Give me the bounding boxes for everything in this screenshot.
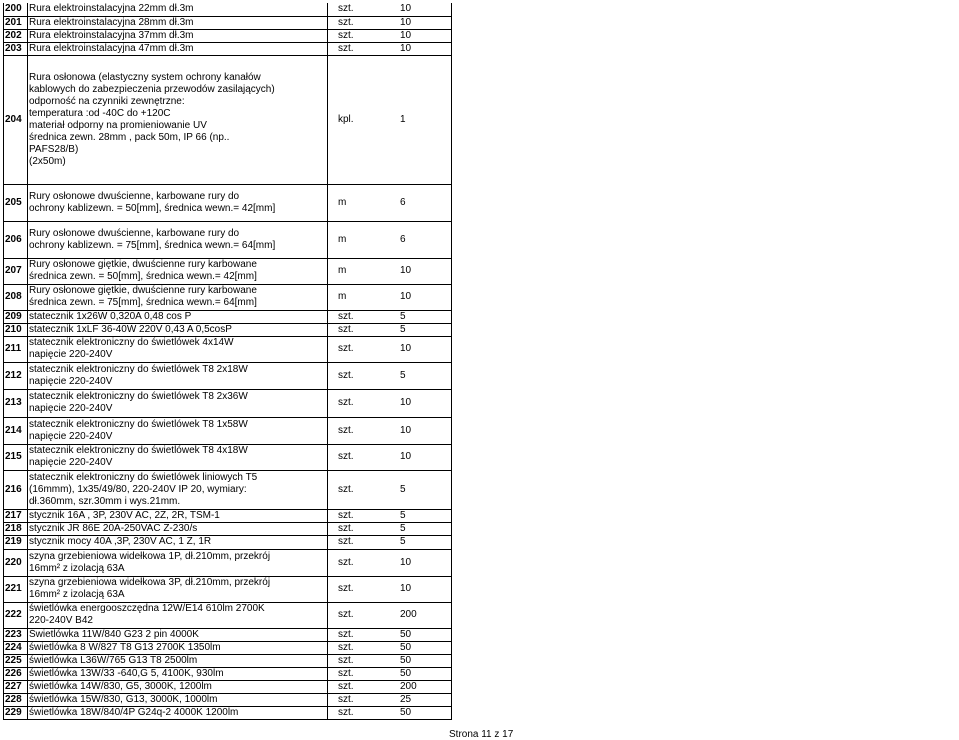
row-number: 204	[4, 55, 28, 184]
row-unit: szt.	[328, 706, 400, 719]
row-description: statecznik elektroniczny do świetlówek 4x14W napięcie 220-240V	[28, 336, 328, 362]
row-description: stycznik JR 86E 20A-250VAC Z-230/s	[28, 522, 328, 535]
row-quantity: 10	[399, 16, 452, 29]
row-unit: m	[328, 258, 400, 284]
row-unit: szt.	[328, 362, 400, 389]
row-description: świetlówka energooszczędna 12W/E14 610lm 2700K 220-240V B42	[28, 602, 328, 628]
specification-table	[3, 3, 452, 720]
row-unit: szt.	[328, 389, 400, 417]
row-quantity: 5	[399, 522, 452, 535]
table-row	[4, 29, 452, 42]
table-row	[4, 55, 452, 184]
table-row	[4, 654, 452, 667]
row-number: 220	[4, 549, 28, 576]
row-quantity: 50	[399, 641, 452, 654]
row-unit: szt.	[328, 336, 400, 362]
table-row	[4, 576, 452, 602]
table-row	[4, 323, 452, 336]
row-number: 209	[4, 310, 28, 323]
row-description: Rura osłonowa (elastyczny system ochrony kanałów kablowych do zabezpieczenia przewodów zasilających) odporność na czynniki zewnętrzne: temperatura :od -40C do +120C materiał odporny na promieniowanie UV średnica zewn. 28mm , pack 50m, IP 66 (np.. PAFS28/B) (2x50m)	[28, 55, 328, 184]
row-description: statecznik elektroniczny do świetlówek T8 2x18W napięcie 220-240V	[28, 362, 328, 389]
row-number: 202	[4, 29, 28, 42]
row-unit: szt.	[328, 522, 400, 535]
table-row	[4, 680, 452, 693]
row-number: 203	[4, 42, 28, 55]
row-unit: szt.	[328, 628, 400, 641]
row-quantity: 5	[399, 509, 452, 522]
row-number: 213	[4, 389, 28, 417]
table-row	[4, 628, 452, 641]
row-unit: szt.	[328, 641, 400, 654]
row-unit: szt.	[328, 417, 400, 444]
row-unit: szt.	[328, 693, 400, 706]
table-row	[4, 16, 452, 29]
row-description: szyna grzebieniowa widełkowa 3P, dł.210mm, przekrój 16mm² z izolacją 63A	[28, 576, 328, 602]
row-quantity: 6	[399, 221, 452, 258]
row-description: Rury osłonowe giętkie, dwuścienne rury karbowane średnica zewn. = 50[mm], średnica wewn.= 42[mm]	[28, 258, 328, 284]
row-description: statecznik 1x26W 0,320A 0,48 cos P	[28, 310, 328, 323]
row-description: statecznik 1xLF 36-40W 220V 0,43 A 0,5cosP	[28, 323, 328, 336]
row-quantity: 5	[399, 470, 452, 509]
row-quantity: 50	[399, 628, 452, 641]
row-number: 228	[4, 693, 28, 706]
row-number: 211	[4, 336, 28, 362]
row-description: świetlówka 15W/830, G13, 3000K, 1000lm	[28, 693, 328, 706]
row-description: świetlówka 14W/830, G5, 3000K, 1200lm	[28, 680, 328, 693]
row-unit: szt.	[328, 444, 400, 470]
row-unit: szt.	[328, 16, 400, 29]
row-number: 229	[4, 706, 28, 719]
row-quantity: 10	[399, 389, 452, 417]
row-unit: szt.	[328, 42, 400, 55]
row-number: 223	[4, 628, 28, 641]
row-quantity: 10	[399, 284, 452, 310]
row-description: szyna grzebieniowa widełkowa 1P, dł.210mm, przekrój 16mm² z izolacją 63A	[28, 549, 328, 576]
row-unit: m	[328, 284, 400, 310]
row-number: 200	[4, 3, 28, 16]
row-number: 216	[4, 470, 28, 509]
row-unit: szt.	[328, 29, 400, 42]
row-number: 201	[4, 16, 28, 29]
row-unit: m	[328, 184, 400, 221]
row-number: 226	[4, 667, 28, 680]
row-description: Świetlówka 11W/840 G23 2 pin 4000K	[28, 628, 328, 641]
row-unit: szt.	[328, 576, 400, 602]
table-row	[4, 509, 452, 522]
table-row	[4, 706, 452, 719]
row-description: Rura elektroinstalacyjna 37mm dł.3m	[28, 29, 328, 42]
row-unit: szt.	[328, 509, 400, 522]
table-row	[4, 221, 452, 258]
row-quantity: 10	[399, 549, 452, 576]
table-row	[4, 417, 452, 444]
row-description: Rura elektroinstalacyjna 47mm dł.3m	[28, 42, 328, 55]
row-number: 214	[4, 417, 28, 444]
row-description: statecznik elektroniczny do świetlówek T8 4x18W napięcie 220-240V	[28, 444, 328, 470]
table-row	[4, 284, 452, 310]
table-row	[4, 470, 452, 509]
row-unit: szt.	[328, 680, 400, 693]
row-unit: kpl.	[328, 55, 400, 184]
row-description: świetlówka L36W/765 G13 T8 2500lm	[28, 654, 328, 667]
table-row	[4, 522, 452, 535]
row-quantity: 50	[399, 654, 452, 667]
row-number: 205	[4, 184, 28, 221]
row-unit: szt.	[328, 667, 400, 680]
row-quantity: 200	[399, 680, 452, 693]
table-row	[4, 602, 452, 628]
row-quantity: 10	[399, 29, 452, 42]
row-description: stycznik mocy 40A ,3P, 230V AC, 1 Z, 1R	[28, 535, 328, 549]
row-number: 215	[4, 444, 28, 470]
row-unit: m	[328, 221, 400, 258]
row-description: świetlówka 8 W/827 T8 G13 2700K 1350lm	[28, 641, 328, 654]
row-number: 219	[4, 535, 28, 549]
row-unit: szt.	[328, 602, 400, 628]
row-number: 227	[4, 680, 28, 693]
row-quantity: 1	[399, 55, 452, 184]
table-row	[4, 641, 452, 654]
row-quantity: 50	[399, 667, 452, 680]
table-row	[4, 535, 452, 549]
row-description: stycznik 16A , 3P, 230V AC, 2Z, 2R, TSM-1	[28, 509, 328, 522]
row-number: 217	[4, 509, 28, 522]
row-description: świetlówka 13W/33 -640,G 5, 4100K, 930lm	[28, 667, 328, 680]
row-description: statecznik elektroniczny do świetlówek T8 1x58W napięcie 220-240V	[28, 417, 328, 444]
row-description: świetlówka 18W/840/4P G24q-2 4000K 1200lm	[28, 706, 328, 719]
row-quantity: 5	[399, 362, 452, 389]
row-quantity: 10	[399, 42, 452, 55]
row-number: 222	[4, 602, 28, 628]
row-quantity: 5	[399, 310, 452, 323]
row-quantity: 50	[399, 706, 452, 719]
row-description: statecznik elektroniczny do świetlówek T8 2x36W napięcie 220-240V	[28, 389, 328, 417]
row-unit: szt.	[328, 654, 400, 667]
table-row	[4, 3, 452, 16]
row-unit: szt.	[328, 535, 400, 549]
row-quantity: 10	[399, 258, 452, 284]
row-description: Rura elektroinstalacyjna 28mm dł.3m	[28, 16, 328, 29]
row-number: 208	[4, 284, 28, 310]
row-description: Rura elektroinstalacyjna 22mm dł.3m	[28, 3, 328, 16]
row-number: 210	[4, 323, 28, 336]
row-quantity: 10	[399, 576, 452, 602]
row-unit: szt.	[328, 549, 400, 576]
row-quantity: 5	[399, 535, 452, 549]
row-quantity: 10	[399, 336, 452, 362]
table-row	[4, 184, 452, 221]
row-quantity: 5	[399, 323, 452, 336]
row-description: Rury osłonowe giętkie, dwuścienne rury karbowane średnica zewn. = 75[mm], średnica wewn.= 64[mm]	[28, 284, 328, 310]
table-row	[4, 258, 452, 284]
table-row	[4, 310, 452, 323]
table-row	[4, 42, 452, 55]
row-unit: szt.	[328, 310, 400, 323]
table-row	[4, 444, 452, 470]
table-row	[4, 389, 452, 417]
row-number: 212	[4, 362, 28, 389]
row-description: Rury osłonowe dwuścienne, karbowane rury do ochrony kablizewn. = 75[mm], średnica wewn.= 64[mm]	[28, 221, 328, 258]
row-number: 225	[4, 654, 28, 667]
row-number: 207	[4, 258, 28, 284]
table-row	[4, 362, 452, 389]
table-row	[4, 549, 452, 576]
row-quantity: 10	[399, 417, 452, 444]
row-number: 224	[4, 641, 28, 654]
row-quantity: 200	[399, 602, 452, 628]
table-row	[4, 336, 452, 362]
row-number: 206	[4, 221, 28, 258]
table-body	[4, 3, 452, 719]
table-row	[4, 693, 452, 706]
row-number: 221	[4, 576, 28, 602]
page-number: Strona 11 z 17	[449, 729, 514, 740]
row-quantity: 6	[399, 184, 452, 221]
row-unit: szt.	[328, 470, 400, 509]
row-unit: szt.	[328, 323, 400, 336]
row-description: Rury osłonowe dwuścienne, karbowane rury do ochrony kablizewn. = 50[mm], średnica wewn.= 42[mm]	[28, 184, 328, 221]
row-unit: szt.	[328, 3, 400, 16]
table-row	[4, 667, 452, 680]
row-number: 218	[4, 522, 28, 535]
row-quantity: 10	[399, 3, 452, 16]
row-quantity: 10	[399, 444, 452, 470]
row-quantity: 25	[399, 693, 452, 706]
row-description: statecznik elektroniczny do świetlówek liniowych T5 (16mmm), 1x35/49/80, 220-240V IP 20, wymiary: dł.360mm, szr.30mm i wys.21mm.	[28, 470, 328, 509]
